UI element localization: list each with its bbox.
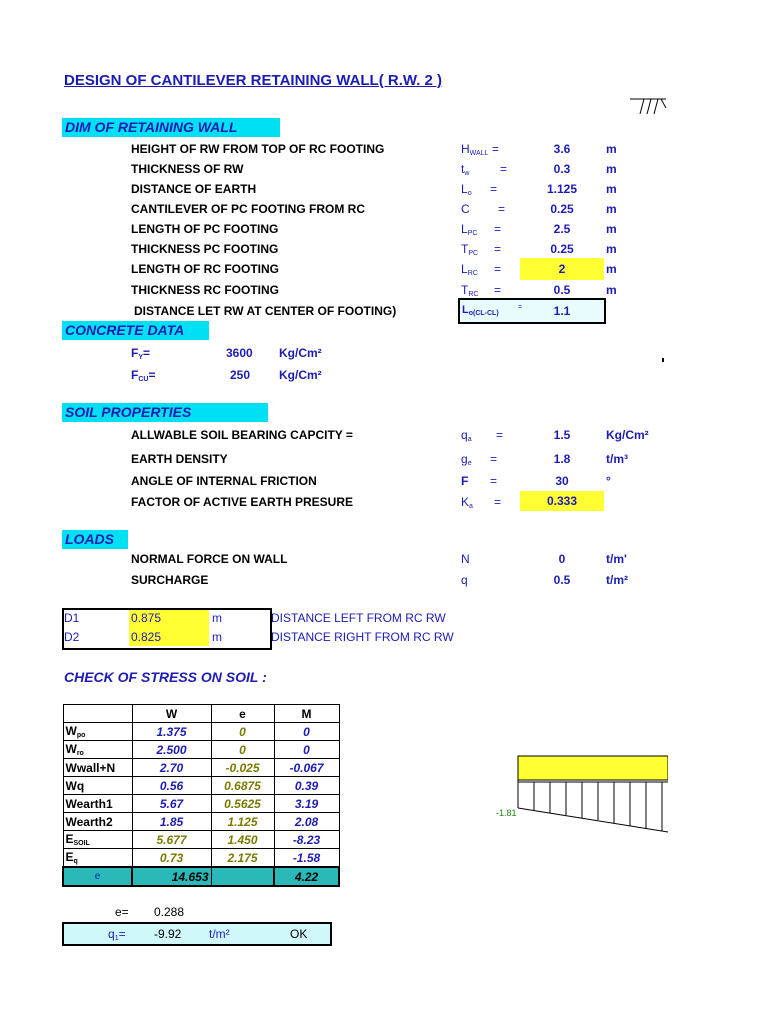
cell-e: 0 xyxy=(211,741,274,759)
cell-m: 3.19 xyxy=(274,795,339,813)
dim-eq: = xyxy=(494,242,502,256)
soil-label: ALLWABLE SOIL BEARING CAPCITY = xyxy=(131,428,353,442)
row-name: Wwall+N xyxy=(63,759,132,777)
dim-symbol: $T_{RC}$ xyxy=(461,283,479,298)
dim-eq: = xyxy=(498,202,506,216)
table-row xyxy=(63,741,339,759)
dim-label: HEIGHT OF RW FROM TOP OF RC FOOTING xyxy=(131,142,385,156)
soil-unit: t/m³ xyxy=(606,452,628,466)
ground-hatch-icon xyxy=(628,96,668,118)
cell-m: 0 xyxy=(274,723,339,741)
total-w: 14.653 xyxy=(132,867,211,886)
load-symbol: N xyxy=(461,552,470,566)
dim-label: DISTANCE LET RW AT CENTER OF FOOTING) xyxy=(134,304,397,318)
load-value: 0.5 xyxy=(553,573,571,587)
dim-value: 0.5 xyxy=(553,283,571,297)
cell-w: 5.67 xyxy=(132,795,211,813)
dim-unit: m xyxy=(606,222,617,236)
dim-unit: m xyxy=(606,202,617,216)
dim-value: 0.3 xyxy=(553,162,571,176)
soil-unit: Kg/Cm² xyxy=(606,428,649,442)
stress-diagram xyxy=(510,754,668,834)
col-e: e xyxy=(211,705,274,723)
section-concrete-heading: CONCRETE DATA xyxy=(62,321,209,340)
soil-symbol: $K_a$ xyxy=(461,495,473,510)
load-symbol: q xyxy=(461,573,468,587)
d2-desc: DISTANCE RIGHT FROM RC RW xyxy=(271,630,454,644)
dim-label: THICKNESS RC FOOTING xyxy=(131,283,280,297)
stress-table xyxy=(62,704,340,887)
dim-value: 0.25 xyxy=(550,202,574,216)
soil-eq: = xyxy=(494,495,502,509)
dim-symbol: $t_w$ xyxy=(461,162,470,177)
soil-eq: = xyxy=(496,428,504,442)
fcu-symbol: $F_{CU}=$ xyxy=(131,368,156,383)
soil-value-highlight[interactable]: 0.333 xyxy=(520,491,604,511)
dim-eq: = xyxy=(518,304,523,311)
cell-m: 0 xyxy=(274,741,339,759)
dim-symbol: $L_{o(CL-CL)}$ xyxy=(462,304,499,317)
cell-w: 2.500 xyxy=(132,741,211,759)
dim-eq: = xyxy=(500,162,508,176)
load-unit: t/m' xyxy=(606,552,627,566)
cell-e: 1.450 xyxy=(211,831,274,849)
cell-w: 1.375 xyxy=(132,723,211,741)
row-name: $E_{SOIL}$ xyxy=(63,831,132,849)
d1-value[interactable]: 0.875 xyxy=(131,611,162,625)
soil-eq: = xyxy=(490,474,498,488)
soil-label: EARTH DENSITY xyxy=(131,452,228,466)
soil-unit: ° xyxy=(606,474,611,488)
table-row xyxy=(63,813,339,831)
dim-symbol: $L_o$ xyxy=(461,182,472,197)
table-row xyxy=(63,723,339,741)
total-label: e xyxy=(63,867,132,886)
soil-value: 1.8 xyxy=(553,452,571,466)
cell-w: 0.73 xyxy=(132,849,211,868)
soil-eq: = xyxy=(490,452,498,466)
cell-w: 1.85 xyxy=(132,813,211,831)
dim-eq: = xyxy=(490,182,498,196)
total-m: 4.22 xyxy=(274,867,339,886)
dim-value: 1.1 xyxy=(553,304,571,318)
soil-label: FACTOR OF ACTIVE EARTH PRESURE xyxy=(131,495,354,509)
fy-unit: Kg/Cm² xyxy=(279,346,322,360)
dim-value: 3.6 xyxy=(553,142,571,156)
q1-status: OK xyxy=(290,927,308,941)
dim-unit: m xyxy=(606,242,617,256)
d2-unit: m xyxy=(212,630,222,644)
dim-value: 1.125 xyxy=(546,182,578,196)
section-dim-heading: DIM OF RETAINING WALL xyxy=(62,118,280,137)
footing-bar xyxy=(518,756,668,780)
load-label: NORMAL FORCE ON WALL xyxy=(131,552,288,566)
dim-value-highlight[interactable]: 2 xyxy=(520,258,604,280)
soil-value: 1.5 xyxy=(553,428,571,442)
cell-m: 0.39 xyxy=(274,777,339,795)
dim-symbol: C xyxy=(461,202,470,216)
q1-value: -9.92 xyxy=(154,927,182,941)
d2-name: D2 xyxy=(64,630,80,644)
dim-symbol: $L_{RC}$ xyxy=(461,262,478,277)
dim-eq: = xyxy=(494,262,502,276)
dim-value: 2.5 xyxy=(553,222,571,236)
cell-w: 5.677 xyxy=(132,831,211,849)
diagram-value-label: -1.81 xyxy=(496,808,517,818)
page-title: DESIGN OF CANTILEVER RETAINING WALL( R.W. 2 ) xyxy=(64,72,443,89)
dim-label: THICKNESS PC FOOTING xyxy=(131,242,279,256)
total-row xyxy=(63,867,339,886)
q1-unit: t/m² xyxy=(209,927,230,941)
row-name: $E_q$ xyxy=(63,849,132,868)
dim-unit: m xyxy=(606,262,617,276)
soil-label: ANGLE OF INTERNAL FRICTION xyxy=(131,474,317,488)
cell-m: -1.58 xyxy=(274,849,339,868)
cell-w: 2.70 xyxy=(132,759,211,777)
dim-unit: m xyxy=(606,162,617,176)
cell-w: 0.56 xyxy=(132,777,211,795)
soil-symbol: F xyxy=(461,474,469,488)
e-value: 0.288 xyxy=(154,905,185,919)
load-label: SURCHARGE xyxy=(131,573,209,587)
cell-e: 2.175 xyxy=(211,849,274,868)
cell-e: 1.125 xyxy=(211,813,274,831)
table-row xyxy=(63,831,339,849)
row-name: $W_{po}$ xyxy=(63,723,132,741)
dim-eq: = xyxy=(494,283,502,297)
row-name: Wearth1 xyxy=(63,795,132,813)
soil-symbol: $g_e$ xyxy=(461,452,472,467)
row-name: Wq xyxy=(63,777,132,795)
dim-label: DISTANCE OF EARTH xyxy=(131,182,257,196)
d1-desc: DISTANCE LEFT FROM RC RW xyxy=(271,611,446,625)
d2-value[interactable]: 0.825 xyxy=(131,630,162,644)
dim-label: THICKNESS OF RW xyxy=(131,162,244,176)
cell-e: 0.6875 xyxy=(211,777,274,795)
dim-unit: m xyxy=(606,142,617,156)
dim-unit: m xyxy=(606,182,617,196)
soil-value: 30 xyxy=(555,474,569,488)
dim-symbol: $L_{PC}$ xyxy=(461,222,478,237)
q1-label: $q_1=$ xyxy=(108,927,126,942)
table-row xyxy=(63,777,339,795)
d1-name: D1 xyxy=(64,611,80,625)
row-name: $W_{ro}$ xyxy=(63,741,132,759)
cell-e: 0 xyxy=(211,723,274,741)
section-loads-heading: LOADS xyxy=(62,530,128,549)
dim-symbol: $H_{WALL}$ = xyxy=(461,142,499,157)
table-row xyxy=(63,795,339,813)
dim-value: 0.25 xyxy=(550,242,574,256)
fcu-unit: Kg/Cm² xyxy=(279,368,322,382)
e-label: e= xyxy=(115,905,129,919)
dim-label: LENGTH OF PC FOOTING xyxy=(131,222,279,236)
table-row xyxy=(63,849,339,868)
d1-unit: m xyxy=(212,611,222,625)
check-heading: CHECK OF STRESS ON SOIL : xyxy=(64,669,267,685)
load-unit: t/m² xyxy=(606,573,628,587)
fcu-value: 250 xyxy=(230,368,251,382)
dim-eq: = xyxy=(494,222,502,236)
cell-e: 0.5625 xyxy=(211,795,274,813)
load-value: 0 xyxy=(558,552,566,566)
cell-m: -8.23 xyxy=(274,831,339,849)
fy-value: 3600 xyxy=(226,346,253,360)
dim-label: CANTILEVER OF PC FOOTING FROM RC xyxy=(131,202,365,216)
section-soil-heading: SOIL PROPERTIES xyxy=(62,403,268,422)
table-header xyxy=(63,705,339,723)
stray-mark xyxy=(662,358,664,362)
table-row xyxy=(63,759,339,777)
dim-label: LENGTH OF RC FOOTING xyxy=(131,262,279,276)
col-m: M xyxy=(274,705,339,723)
row-name: Wearth2 xyxy=(63,813,132,831)
cell-m: -0.067 xyxy=(274,759,339,777)
dim-symbol: $T_{PC}$ xyxy=(461,242,479,257)
dim-unit: m xyxy=(606,283,617,297)
col-w: W xyxy=(132,705,211,723)
cell-m: 2.08 xyxy=(274,813,339,831)
fy-symbol: $F_Y=$ xyxy=(131,346,151,361)
soil-symbol: $q_a$ xyxy=(461,428,472,443)
cell-e: -0.025 xyxy=(211,759,274,777)
